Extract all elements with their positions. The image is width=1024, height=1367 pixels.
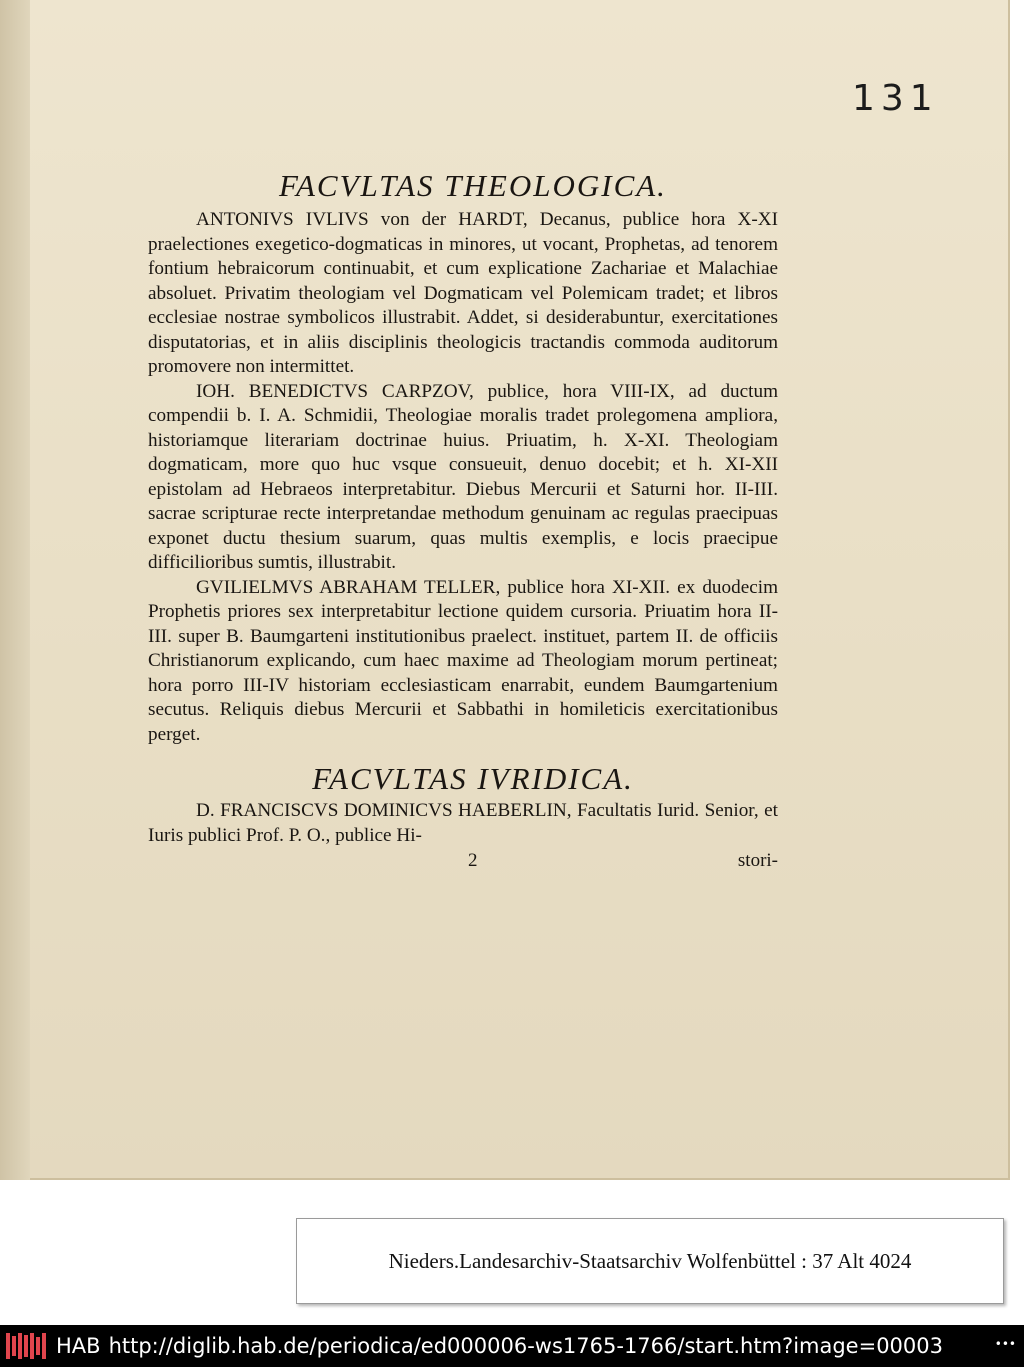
archive-stamp <box>296 1218 1004 1304</box>
status-bar <box>0 1325 1024 1367</box>
folio-number: 131 <box>852 78 939 119</box>
heading-theology: FACVLTAS THEOLOGICA. <box>279 168 667 203</box>
page-text <box>148 168 778 872</box>
paragraph-haeberlin: D. FRANCISCVS DOMINICVS HAEBERLIN, Facultatis Iurid. Senior, et Iuris publici Prof. P. O., publice Hi- <box>148 800 778 846</box>
catchword: stori- <box>737 850 778 871</box>
page-footer-marks <box>148 850 778 872</box>
status-bar-url-link[interactable]: http://diglib.hab.de/periodica/ed000006-ws1765-1766/start.htm?image=00003 <box>108 1334 943 1358</box>
signature-mark: 2 <box>468 850 478 871</box>
archive-stamp-text: Nieders.Landesarchiv-Staatsarchiv Wolfenbüttel : 37 Alt 4024 <box>388 1248 912 1273</box>
hab-logo-icon[interactable] <box>6 1331 50 1361</box>
paragraph-teller: GVILIELMVS ABRAHAM TELLER, publice hora XI-XII. ex duodecim Prophetis priores sex interpretabitur lectione quidem cursoria. Priuatim hora II-III. super B. Baumgarteni institutionibus praelect. instituet, partem II. de officiis Christianorum explicando, cum haec maxime ad Theologiam morum pertineat; hora porro III-IV historiam ecclesiasticam enarrabit, eundem Baumgartenium secutus. Reliquis diebus Mercurii et Sabbathi in homileticis exercitationibus perget. <box>148 576 778 745</box>
more-options-icon[interactable]: ••• <box>994 1337 1016 1351</box>
heading-law: FACVLTAS IVRIDICA. <box>312 761 634 796</box>
paragraph-carpzov: IOH. BENEDICTVS CARPZOV, publice, hora VIII-IX, ad ductum compendii b. I. A. Schmidii, Theologiae moralis tradet prolegomena ampliora, historiamque literariam doctrinae huius. Priuatim, h. X-XI. Theologiam dogmaticam, more quo huc vsque consueuit, denuo docebit; et h. XI-XII epistolam ad Hebraeos interpretabitur. Diebus Mercurii et Saturni hor. II-III. sacrae scripturae recte interpretandae methodum genuinam ac regulas praecipuas exponet ductu thesium suarum, quas multis exemplis, e locis praecipue difficilioribus sumtis, illustrabit. <box>148 380 778 573</box>
paragraph-hardt: ANTONIVS IVLIVS von der HARDT, Decanus, publice hora X-XI praelectiones exegetico-dogmaticas in minores, ut vocant, Prophetas, ad tenorem fontium hebraicorum continuabit, et cum explicatione Zachariae et Malachiae absoluet. Privatim theologiam vel Dogmaticam vel Polemicam tradet; et libros ecclesiae nostrae symbolicos illustrabit. Addet, si desiderabuntur, exercitationes disputatorias, et in aliis disciplinis theologicis tractandis commoda auditorum promovere non intermittet. <box>148 209 778 377</box>
status-bar-label: HAB <box>56 1334 101 1358</box>
